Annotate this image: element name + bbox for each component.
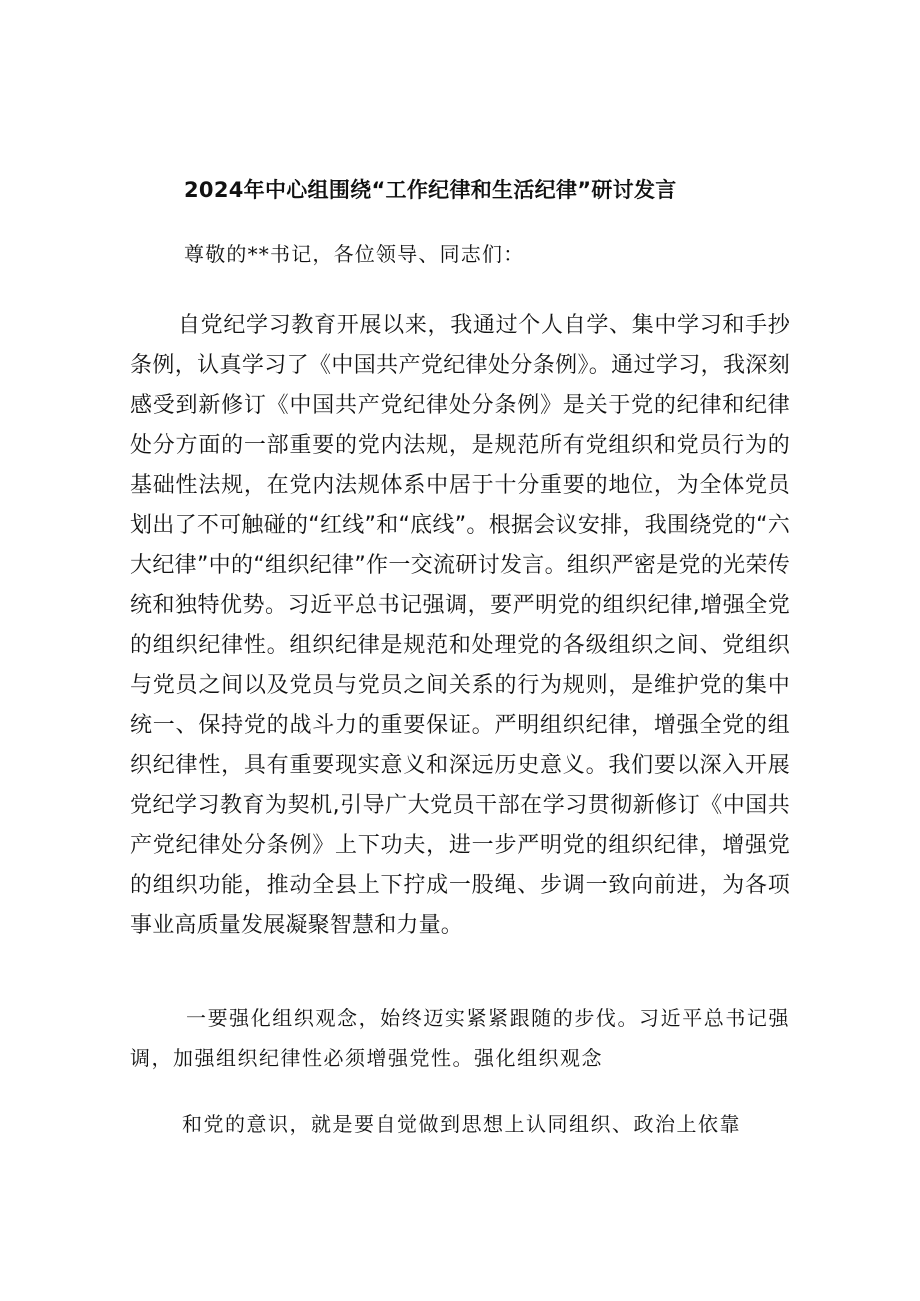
body-paragraph: 一要强化组织观念，始终迈实紧紧跟随的步伐。习近平总书记强调，加强组织纪律性必须增强党性。强化组织观念 [130,1006,790,1070]
body-paragraph: 和党的意识，就是要自觉做到思想上认同组织、政治上依靠 [182,1112,741,1136]
salutation: 尊敬的**书记，各位领导、同志们： [184,242,525,266]
body-paragraph: 自党纪学习教育开展以来，我通过个人自学、集中学习和手抄条例，认真学习了《中国共产党纪律处分条例》。通过学习，我深刻感受到新修订《中国共产党纪律处分条例》是关于党的纪律和纪律处分方面的一部重要的党内法规，是规范所有党组织和党员行为的基础性法规，在党内法规体系中居于十分重要的地位，为全体党员划出了不可触碰的“红线”和“底线”。根据会议安排，我围绕党的“六大纪律”中的“组织纪律”作一交流研讨发言。组织严密是党的光荣传统和独特优势。习近平总书记强调，要严明党的组织纪律,增强全党的组织纪律性。组织纪律是规范和处理党的各级组织之间、党组织与党员之间以及党员与党员之间关系的行为规则，是维护党的集中统一、保持党的战斗力的重要保证。严明组织纪律，增强全党的组织纪律性，具有重要现实意义和深远历史意义。我们要以深入开展党纪学习教育为契机,引导广大党员干部在学习贯彻新修订《中国共产党纪律处分条例》上下功夫，进一步严明党的组织纪律，增强党的组织功能，推动全县上下拧成一股绳、步调一致向前进，为各项事业高质量发展凝聚智慧和力量。 [130,313,790,938]
document-title: 2024年中心组围绕“工作纪律和生活纪律”研讨发言 [184,178,677,202]
